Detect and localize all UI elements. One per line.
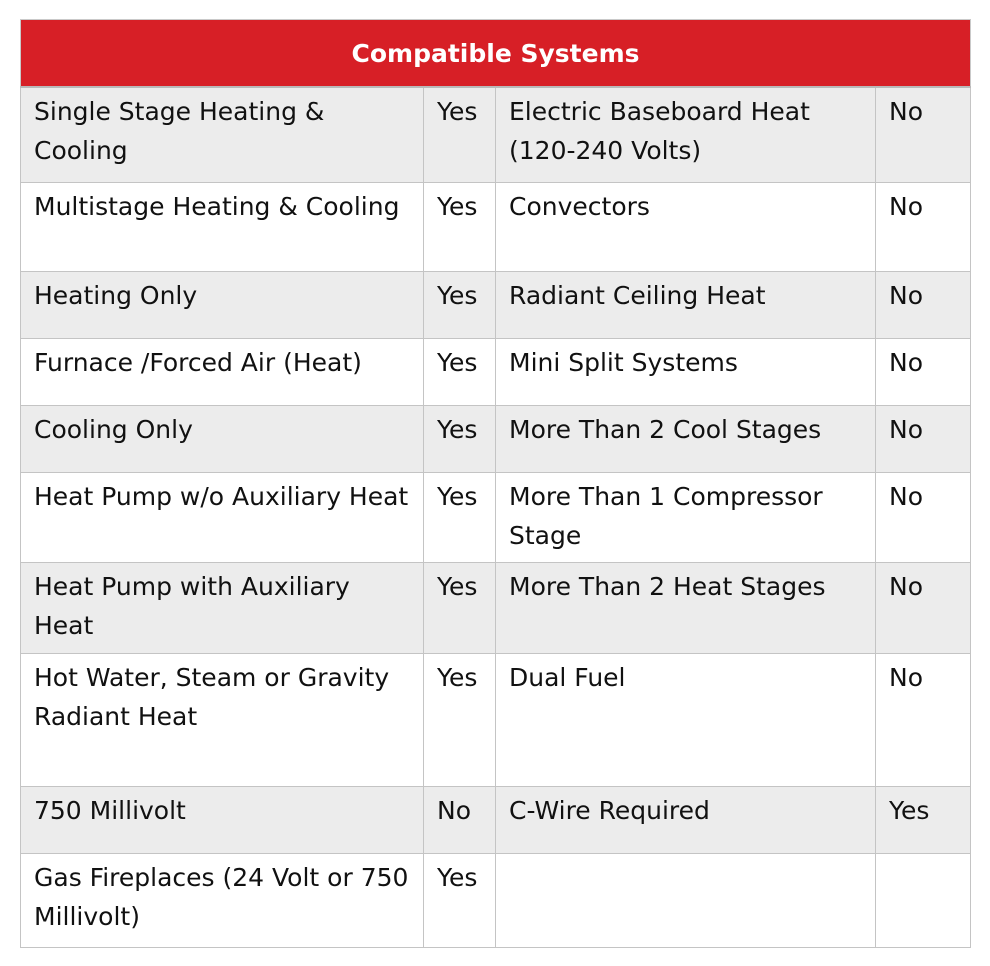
system-b-cell: More Than 2 Cool Stages [496,405,876,472]
value-a-cell: Yes [424,653,496,786]
compatible-systems-table-container [20,19,970,948]
value-b-cell: No [876,182,971,271]
table-row [21,405,971,472]
table-row [21,338,971,405]
value-b-cell: Yes [876,786,971,853]
system-b-cell [496,853,876,947]
value-a-cell: Yes [424,853,496,947]
system-b-cell: Dual Fuel [496,653,876,786]
table-row [21,271,971,338]
table-row [21,182,971,271]
table-row [21,472,971,562]
table-row [21,853,971,947]
system-a-cell: Multistage Heating & Cooling [21,182,424,271]
system-a-cell: Heat Pump with Auxiliary Heat [21,562,424,653]
value-a-cell: No [424,786,496,853]
system-a-cell: Furnace /Forced Air (Heat) [21,338,424,405]
system-b-cell: Radiant Ceiling Heat [496,271,876,338]
value-b-cell: No [876,405,971,472]
system-b-cell: Mini Split Systems [496,338,876,405]
value-a-cell: Yes [424,182,496,271]
table-row [21,562,971,653]
system-a-cell: Single Stage Heating & Cooling [21,87,424,182]
table-title: Compatible Systems [21,20,971,88]
value-b-cell: No [876,87,971,182]
value-b-cell: No [876,338,971,405]
system-a-cell: 750 Millivolt [21,786,424,853]
value-a-cell: Yes [424,472,496,562]
value-b-cell [876,853,971,947]
compatible-systems-table [20,19,971,948]
value-a-cell: Yes [424,87,496,182]
system-a-cell: Heat Pump w/o Auxiliary Heat [21,472,424,562]
table-row [21,653,971,786]
system-b-cell: Convectors [496,182,876,271]
table-row [21,786,971,853]
system-a-cell: Gas Fireplaces (24 Volt or 750 Millivolt) [21,853,424,947]
system-b-cell: More Than 1 Compressor Stage [496,472,876,562]
system-b-cell: Electric Baseboard Heat (120-240 Volts) [496,87,876,182]
system-a-cell: Heating Only [21,271,424,338]
value-b-cell: No [876,271,971,338]
value-b-cell: No [876,653,971,786]
value-b-cell: No [876,472,971,562]
system-a-cell: Hot Water, Steam or Gravity Radiant Heat [21,653,424,786]
value-b-cell: No [876,562,971,653]
value-a-cell: Yes [424,405,496,472]
value-a-cell: Yes [424,271,496,338]
system-b-cell: C-Wire Required [496,786,876,853]
value-a-cell: Yes [424,562,496,653]
value-a-cell: Yes [424,338,496,405]
system-a-cell: Cooling Only [21,405,424,472]
system-b-cell: More Than 2 Heat Stages [496,562,876,653]
table-header-row [21,20,971,88]
table-row [21,87,971,182]
